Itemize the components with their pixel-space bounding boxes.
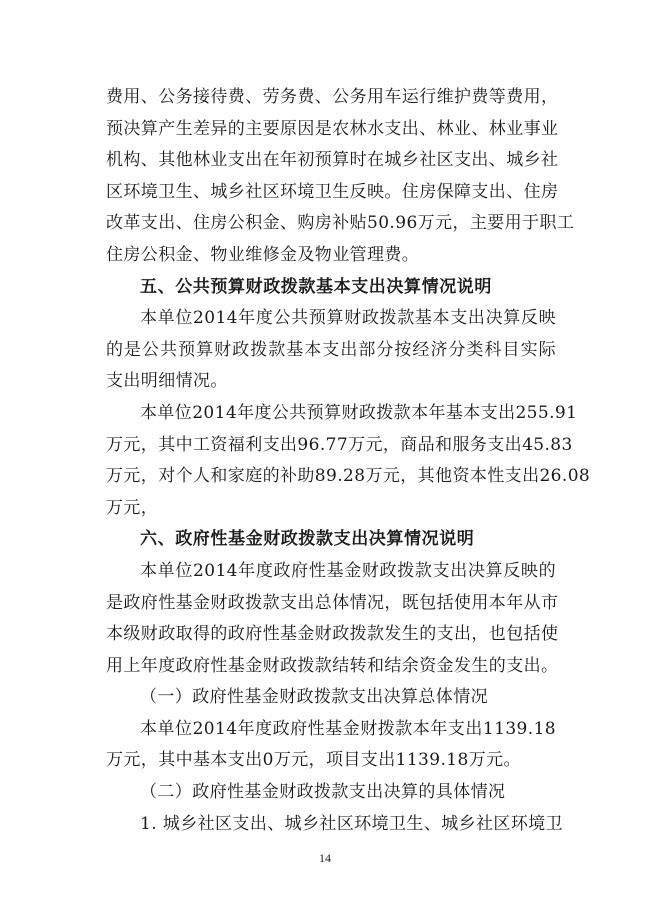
paragraph-line: 住房公积金、物业维修金及物业管理费。 xyxy=(106,244,420,265)
section-heading: 六、政府性基金财政拨款支出决算情况说明 xyxy=(140,529,475,550)
paragraph-line: 万元，其中基本支出0万元，项目支出1139.18万元。 xyxy=(106,750,521,771)
paragraph-line: 预决算产生差异的主要原因是农林水支出、林业、林业事业 xyxy=(106,118,559,139)
section-heading: 五、公共预算财政拨款基本支出决算情况说明 xyxy=(140,276,492,297)
paragraph-line: 万元，其中工资福利支出96.77万元，商品和服务支出45.83 xyxy=(106,434,573,455)
paragraph-line: 用上年度政府性基金财政拨款结转和结余资金发生的支出。 xyxy=(106,655,559,676)
paragraph-line: 改革支出、住房公积金、购房补贴50.96万元，主要用于职工 xyxy=(106,213,575,234)
paragraph-line: 本单位2014年度政府性基金财拨款本年支出1139.18 xyxy=(140,718,556,739)
paragraph-line: 本单位2014年度公共预算财政拨款本年基本支出255.91 xyxy=(140,402,578,423)
paragraph-line: 1. 城乡社区支出、城乡社区环境卫生、城乡社区环境卫 xyxy=(140,813,564,834)
paragraph-line: 的是公共预算财政拨款基本支出部分按经济分类科目实际 xyxy=(106,339,556,360)
paragraph-line: 机构、其他林业支出在年初预算时在城乡社区支出、城乡社 xyxy=(106,150,559,171)
document-body xyxy=(106,82,591,840)
paragraph-line: 万元，对个人和家庭的补助89.28万元，其他资本性支出26.08 xyxy=(106,466,591,487)
paragraph-line: 区环境卫生、城乡社区环境卫生反映。住房保障支出、住房 xyxy=(106,181,559,202)
paragraph-line: 万元， xyxy=(106,497,159,518)
paragraph-line: 本级财政取得的政府性基金财政拨款发生的支出，也包括使 xyxy=(106,624,559,645)
paragraph-line: 本单位2014年度政府性基金财政拨款支出决算反映的 xyxy=(140,560,556,581)
paragraph-line: 费用、公务接待费、劳务费、公务用车运行维护费等费用， xyxy=(106,87,559,107)
paragraph-line: （一）政府性基金财政拨款支出决算总体情况 xyxy=(140,687,488,708)
paragraph-line: （二）政府性基金财政拨款支出决算的具体情况 xyxy=(140,782,506,803)
page-number: 14 xyxy=(319,851,331,865)
paragraph-line: 支出明细情况。 xyxy=(106,371,228,392)
paragraph-line: 本单位2014年度公共预算财政拨款基本支出决算反映 xyxy=(140,308,556,329)
paragraph-line: 是政府性基金财政拨款支出总体情况，既包括使用本年从市 xyxy=(106,592,559,613)
